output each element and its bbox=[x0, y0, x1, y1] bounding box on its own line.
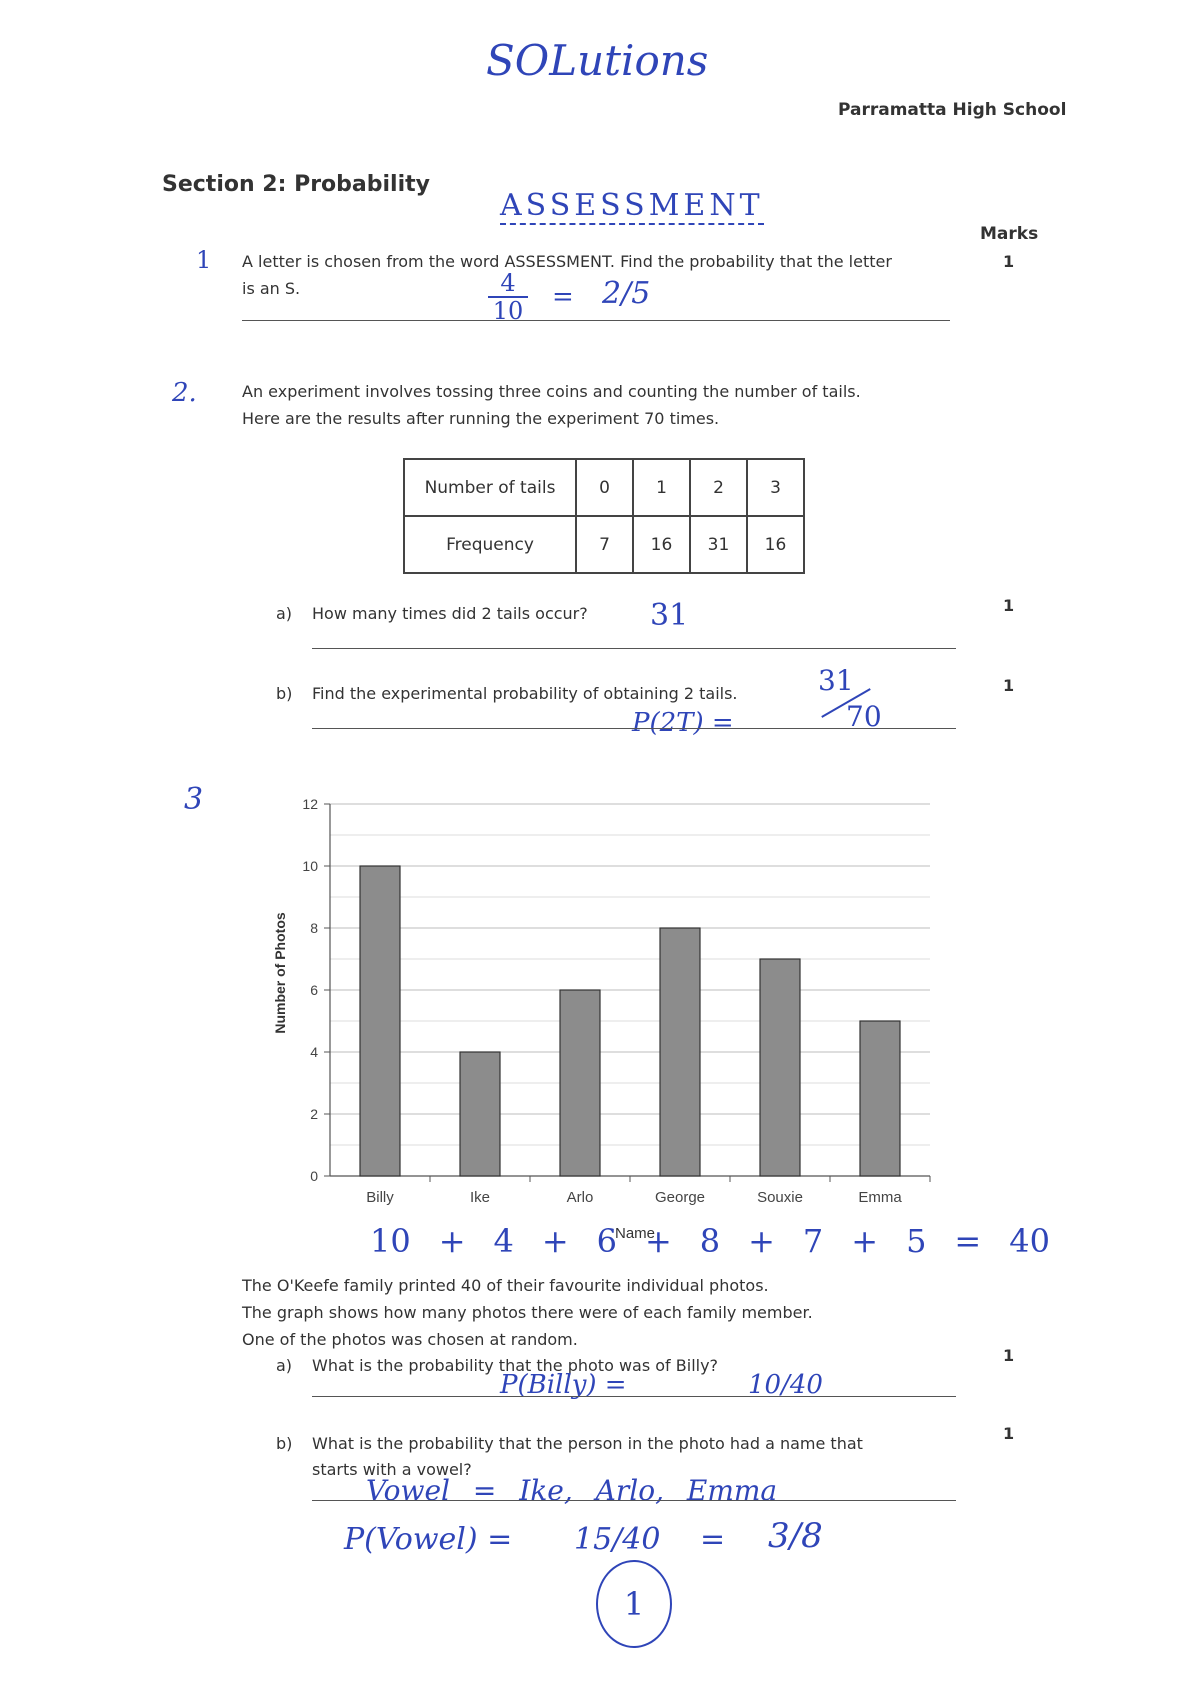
sum-note-token: + bbox=[541, 1222, 569, 1260]
q2a-answer-line bbox=[312, 648, 956, 649]
sum-note-token: 8 bbox=[699, 1222, 721, 1260]
table-cell: 31 bbox=[690, 516, 747, 573]
q2b-answer-denominator: 70 bbox=[846, 700, 882, 733]
q3-description-line2: The graph shows how many photos there were of each family member. bbox=[242, 1303, 813, 1322]
sum-note-token: 5 bbox=[906, 1222, 927, 1260]
table-header-frequency: Frequency bbox=[404, 516, 576, 573]
q1-text-line1: A letter is chosen from the word ASSESSMENT. Find the probability that the letter bbox=[242, 252, 892, 271]
y-tick-label: 10 bbox=[302, 858, 318, 874]
q2-intro-line1: An experiment involves tossing three coins and counting the number of tails. bbox=[242, 382, 861, 401]
bar-george bbox=[660, 928, 700, 1176]
table-cell: 2 bbox=[690, 459, 747, 516]
x-tick-label: Arlo bbox=[566, 1189, 594, 1206]
q2a-mark: 1 bbox=[1003, 596, 1015, 615]
x-axis-label: Name bbox=[614, 1225, 656, 1242]
bar-arlo bbox=[560, 990, 600, 1176]
sum-note-token: 40 bbox=[1009, 1222, 1050, 1260]
q3b-work-lhs: P(Vowel) = bbox=[344, 1522, 513, 1557]
q2b-label: b) bbox=[276, 684, 293, 703]
q1-answer-fraction bbox=[488, 270, 528, 324]
table-row bbox=[404, 516, 804, 573]
q3a-text: What is the probability that the photo was of Billy? bbox=[312, 1356, 719, 1375]
table-header-tails: Number of tails bbox=[404, 459, 576, 516]
q3a-label: a) bbox=[276, 1356, 293, 1375]
q3a-mark: 1 bbox=[1003, 1346, 1015, 1365]
q3-description-line1: The O'Keefe family printed 40 of their favourite individual photos. bbox=[242, 1276, 769, 1295]
table-row bbox=[404, 459, 804, 516]
x-tick-label: George bbox=[654, 1189, 706, 1206]
q3a-answer-line bbox=[312, 1396, 956, 1397]
bar-chart bbox=[255, 780, 955, 1242]
solutions-note: SOLutions bbox=[486, 36, 709, 85]
bar-emma bbox=[860, 1021, 900, 1176]
table-cell: 16 bbox=[747, 516, 804, 573]
frequency-table bbox=[403, 458, 805, 574]
q1-mark: 1 bbox=[1003, 252, 1015, 271]
y-tick-label: 4 bbox=[310, 1044, 318, 1060]
q3-description-line3: One of the photos was chosen at random. bbox=[242, 1330, 578, 1349]
q3b-text-line2: starts with a vowel? bbox=[312, 1460, 472, 1479]
sum-note-token: 4 bbox=[493, 1222, 514, 1260]
bar-billy bbox=[360, 866, 400, 1176]
q1-answer-line bbox=[242, 320, 950, 321]
bar-souxie bbox=[760, 959, 800, 1176]
circled-mark bbox=[596, 1560, 672, 1648]
x-tick-label: Ike bbox=[469, 1189, 491, 1206]
q3b-text-line1: What is the probability that the person in the photo had a name that bbox=[312, 1434, 863, 1453]
q3b-work-simplified: 3/8 bbox=[768, 1516, 823, 1556]
sum-note-token: = bbox=[954, 1222, 982, 1260]
q1-answer-numerator: 4 bbox=[500, 269, 516, 297]
marks-heading: Marks bbox=[980, 224, 1039, 244]
q1-answer-simplified: 2/5 bbox=[602, 276, 651, 311]
q2b-answer-line bbox=[312, 728, 956, 729]
table-cell: 7 bbox=[576, 516, 633, 573]
q1-number: 1 bbox=[196, 246, 212, 274]
chart-y-ticks bbox=[302, 796, 330, 1184]
q3-number: 3 bbox=[184, 782, 204, 817]
q3-sum-note bbox=[370, 1222, 1050, 1262]
sum-note-token: + bbox=[644, 1222, 672, 1260]
q1-answer-equals: = bbox=[552, 282, 574, 312]
school-name: Parramatta High School bbox=[838, 100, 1067, 120]
circled-mark-value: 1 bbox=[623, 1585, 645, 1623]
chart-x-ticks bbox=[366, 1176, 930, 1206]
q2a-label: a) bbox=[276, 604, 293, 623]
sum-note-token: 7 bbox=[802, 1222, 824, 1260]
q1-text-line2: is an S. bbox=[242, 279, 301, 298]
table-cell: 16 bbox=[633, 516, 690, 573]
q2b-text: Find the experimental probability of obtaining 2 tails. bbox=[312, 684, 738, 703]
y-axis-label: Number of Photos bbox=[272, 912, 288, 1034]
q3a-answer-lhs: P(Billy) = bbox=[500, 1370, 627, 1400]
table-cell: 0 bbox=[576, 459, 633, 516]
q3b-work-equals: = bbox=[700, 1522, 726, 1557]
q2a-answer: 31 bbox=[650, 598, 689, 633]
x-tick-label: Billy bbox=[366, 1189, 394, 1206]
y-tick-label: 12 bbox=[302, 796, 318, 812]
sum-note-token: 6 bbox=[596, 1222, 617, 1260]
word-note: ASSESSMENT bbox=[500, 188, 764, 223]
q3b-work-fraction: 15/40 bbox=[574, 1522, 661, 1557]
q2b-answer-numerator: 31 bbox=[818, 664, 854, 697]
q3b-mark: 1 bbox=[1003, 1424, 1015, 1443]
sum-note-token: + bbox=[438, 1222, 466, 1260]
y-tick-label: 0 bbox=[310, 1168, 318, 1184]
q3b-answer-line bbox=[312, 1500, 956, 1501]
q2-number: 2. bbox=[172, 378, 197, 408]
table-cell: 1 bbox=[633, 459, 690, 516]
q2b-mark: 1 bbox=[1003, 676, 1015, 695]
q1-answer-denominator: 10 bbox=[492, 297, 524, 325]
y-tick-label: 8 bbox=[310, 920, 318, 936]
q2-intro-line2: Here are the results after running the experiment 70 times. bbox=[242, 409, 720, 428]
x-tick-label: Emma bbox=[858, 1189, 902, 1206]
x-tick-label: Souxie bbox=[757, 1189, 803, 1206]
section-title: Section 2: Probability bbox=[162, 172, 430, 197]
q3b-label: b) bbox=[276, 1434, 293, 1453]
q3b-work-line1: Vowel = Ike, Arlo, Emma bbox=[366, 1474, 778, 1507]
y-tick-label: 2 bbox=[310, 1106, 318, 1122]
sum-note-token: 10 bbox=[370, 1222, 411, 1260]
q2b-answer-lhs: P(2T) = bbox=[632, 708, 734, 738]
sum-note-token: + bbox=[851, 1222, 879, 1260]
bar-ike bbox=[460, 1052, 500, 1176]
table-cell: 3 bbox=[747, 459, 804, 516]
y-tick-label: 6 bbox=[310, 982, 318, 998]
q3a-answer: 10/40 bbox=[748, 1370, 823, 1400]
sum-note-token: + bbox=[748, 1222, 775, 1260]
q2a-text: How many times did 2 tails occur? bbox=[312, 604, 588, 623]
chart-grid bbox=[330, 804, 930, 1176]
